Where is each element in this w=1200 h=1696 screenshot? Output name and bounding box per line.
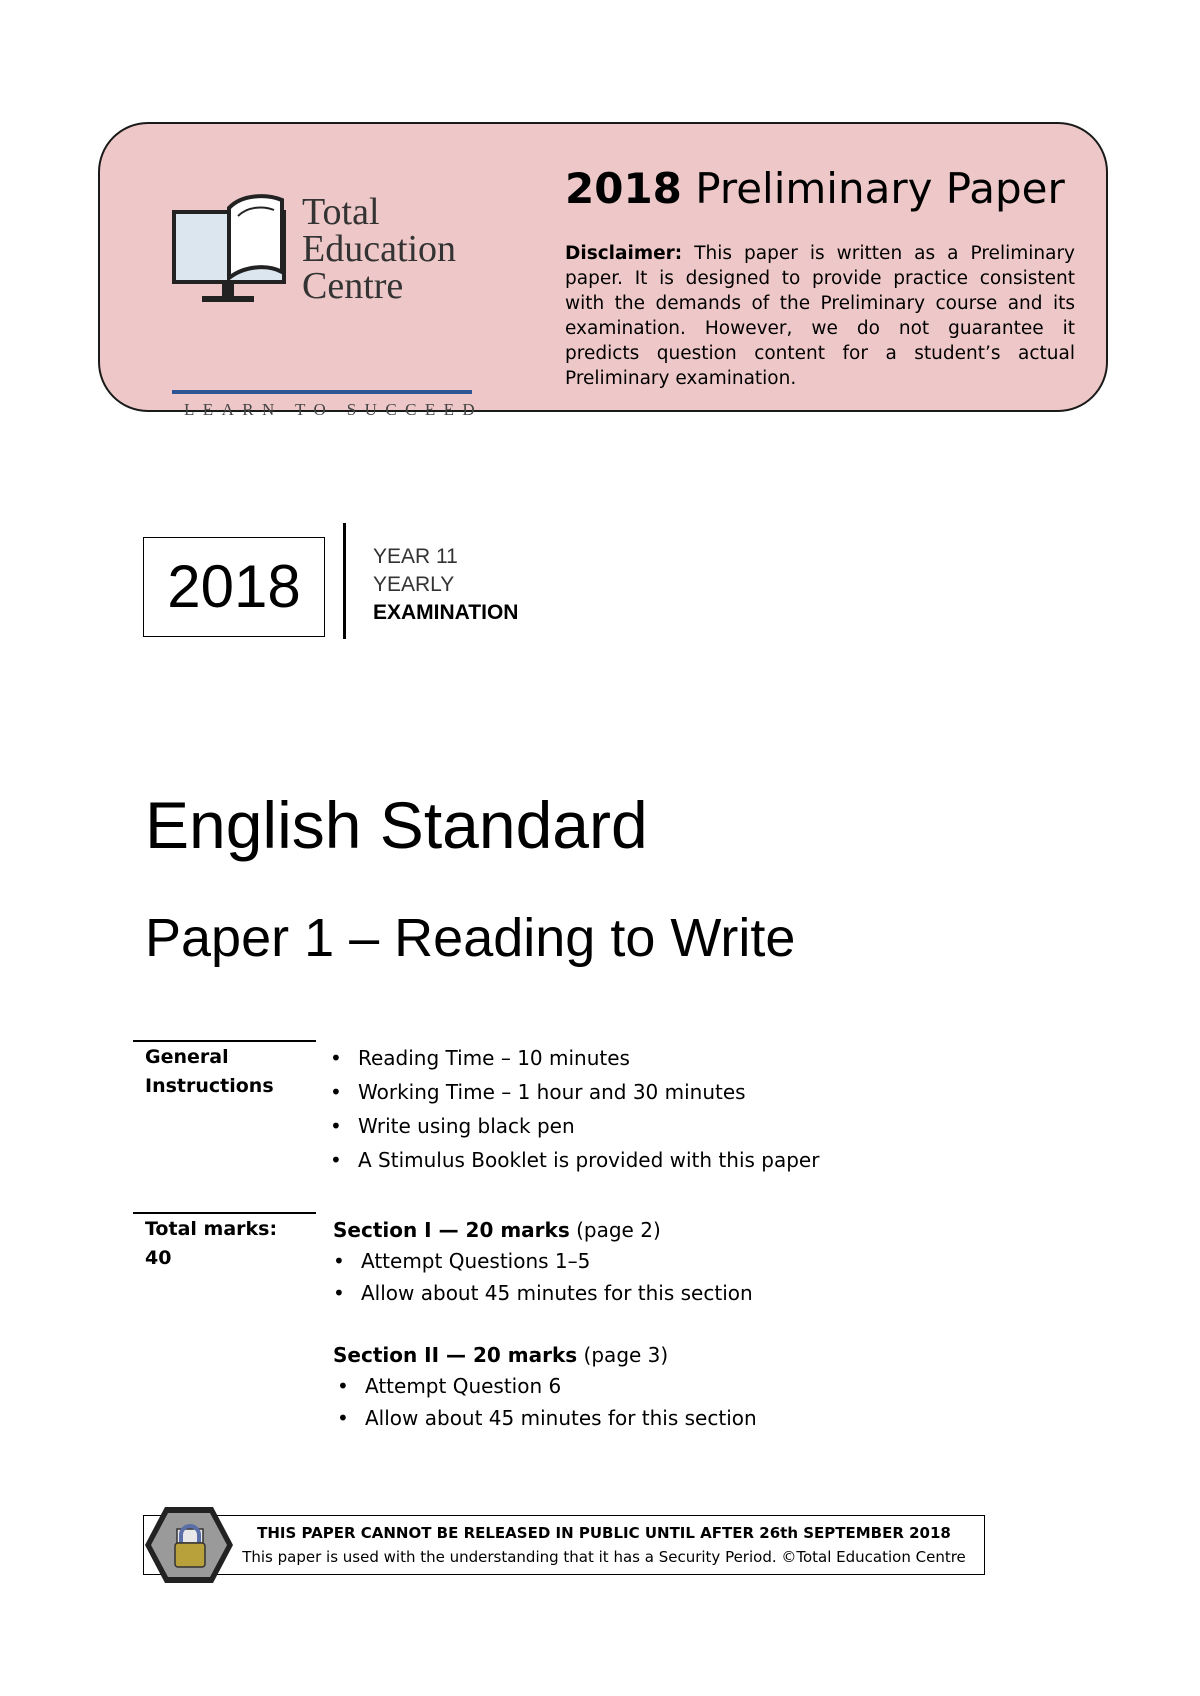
exam-line-yearly: YEARLY bbox=[373, 573, 455, 596]
section-2 bbox=[333, 1340, 757, 1434]
list-item: • Working Time – 1 hour and 30 minutes bbox=[330, 1075, 819, 1109]
book-monitor-icon bbox=[172, 194, 302, 314]
list-item: • Allow about 45 minutes for this section bbox=[333, 1277, 753, 1309]
exam-line-examination: EXAMINATION bbox=[373, 601, 519, 624]
paper-title-text: Preliminary Paper bbox=[695, 164, 1065, 213]
subject-title: English Standard bbox=[145, 788, 648, 862]
section-1-list bbox=[333, 1245, 753, 1309]
section-2-title: Section II — 20 marks bbox=[333, 1343, 578, 1367]
list-item: • Allow about 45 minutes for this section bbox=[337, 1402, 757, 1434]
security-notice-line-2: This paper is used with the understanding that it has a Security Period. ©Total Education Centre bbox=[242, 1548, 966, 1566]
exam-line-year: YEAR 11 bbox=[373, 545, 458, 568]
list-item: • Attempt Questions 1–5 bbox=[333, 1245, 753, 1277]
company-logo bbox=[172, 191, 484, 419]
section-2-page: (page 3) bbox=[577, 1343, 669, 1367]
list-item: • Attempt Question 6 bbox=[337, 1370, 757, 1402]
section-1-heading bbox=[333, 1215, 753, 1245]
label-line-2: Instructions bbox=[145, 1075, 274, 1097]
label-line-1: General bbox=[145, 1046, 229, 1068]
exam-type bbox=[373, 543, 518, 627]
paper-title bbox=[565, 164, 1065, 214]
disclaimer bbox=[565, 241, 1075, 391]
section-1-page: (page 2) bbox=[569, 1218, 661, 1242]
section-2-list bbox=[337, 1370, 757, 1434]
security-notice bbox=[143, 1515, 985, 1575]
general-instructions-label bbox=[145, 1043, 274, 1101]
instructions-rule bbox=[133, 1040, 316, 1042]
section-1 bbox=[333, 1215, 753, 1309]
exam-year-box: 2018 bbox=[143, 537, 325, 637]
paper-title-year: 2018 bbox=[565, 164, 682, 213]
logo-wordmark bbox=[302, 191, 457, 307]
instruction-list bbox=[330, 1041, 819, 1177]
disclaimer-text: This paper is written as a Preliminary paper. It is designed to provide practice consistent with the demands of the Preliminary course and its examination. However, we do not guarantee it predicts question content for a student’s actual Preliminary examination. bbox=[565, 243, 1075, 389]
logo-tagline: LEARN TO SUCCEED bbox=[184, 400, 484, 419]
vertical-divider bbox=[343, 523, 346, 639]
section-2-heading bbox=[333, 1340, 757, 1370]
padlock-icon bbox=[143, 1505, 235, 1585]
total-marks-text: Total marks: bbox=[145, 1218, 278, 1240]
list-item: • A Stimulus Booklet is provided with this paper bbox=[330, 1143, 819, 1177]
header-banner bbox=[98, 122, 1108, 419]
logo-line-1: Total bbox=[302, 191, 380, 233]
security-notice-line-1: THIS PAPER CANNOT BE RELEASED IN PUBLIC UNTIL AFTER 26th SEPTEMBER 2018 bbox=[257, 1524, 951, 1542]
total-marks-label bbox=[145, 1215, 277, 1273]
logo-line-2: Education bbox=[302, 228, 457, 270]
section-1-title: Section I — 20 marks bbox=[333, 1218, 570, 1242]
marks-rule bbox=[133, 1212, 316, 1214]
logo-rule bbox=[172, 390, 472, 394]
paper-subtitle: Paper 1 – Reading to Write bbox=[145, 908, 796, 968]
logo-line-3: Centre bbox=[302, 265, 404, 307]
list-item: • Write using black pen bbox=[330, 1109, 819, 1143]
disclaimer-label: Disclaimer: bbox=[565, 243, 683, 264]
general-instructions bbox=[330, 1041, 819, 1177]
total-marks-value: 40 bbox=[145, 1247, 172, 1269]
list-item: • Reading Time – 10 minutes bbox=[330, 1041, 819, 1075]
